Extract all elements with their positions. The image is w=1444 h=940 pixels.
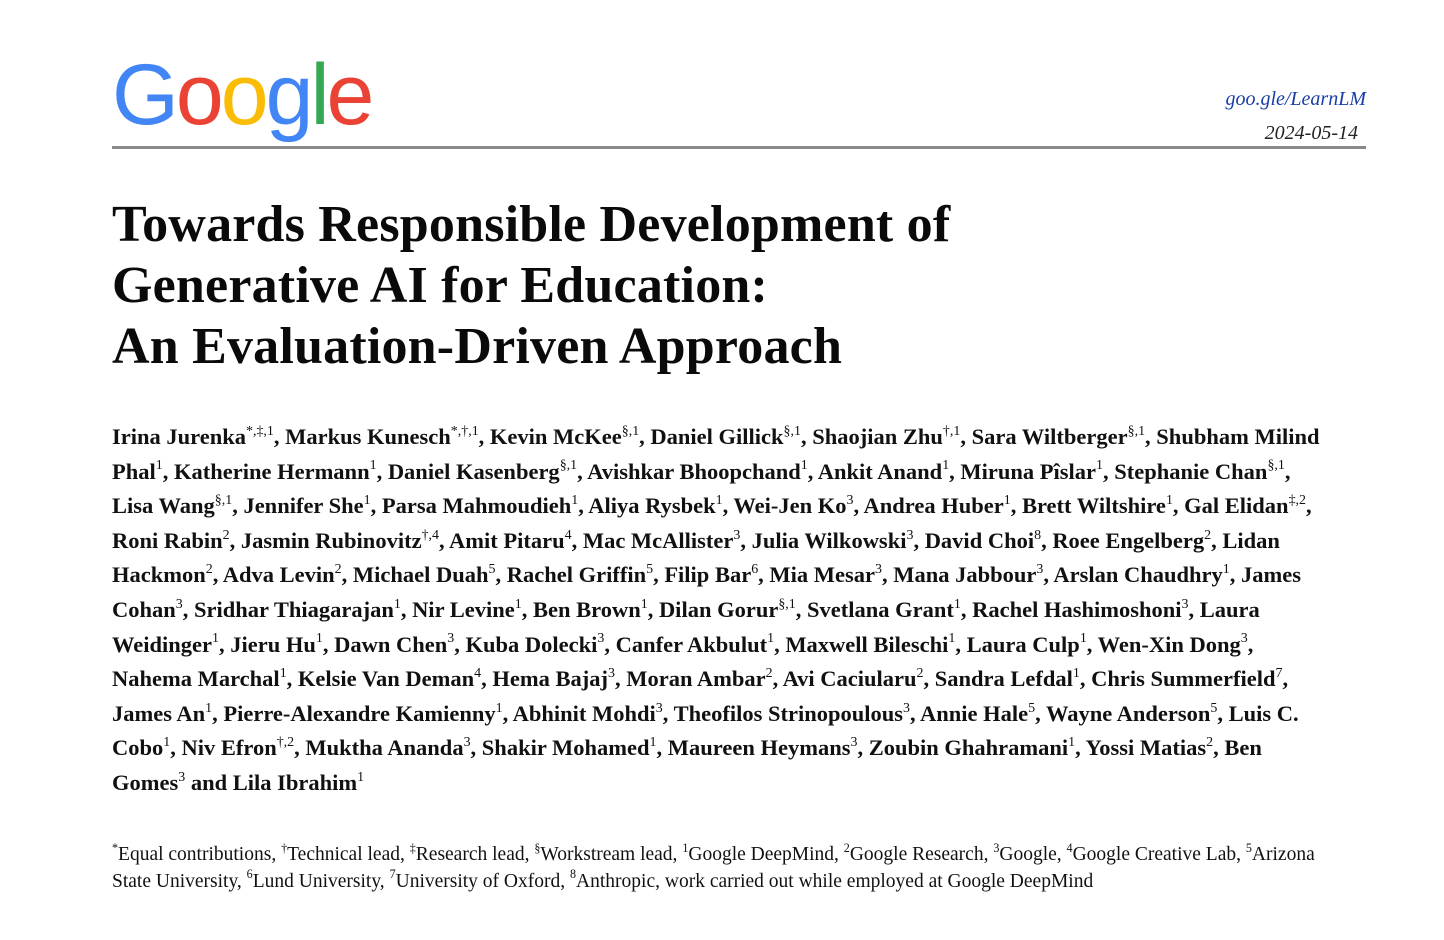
author-name bbox=[1052, 528, 1211, 553]
note-text: Anthropic, work carried out while employed at Google DeepMind bbox=[576, 870, 1094, 892]
author-name-text: Muktha Ananda bbox=[305, 735, 464, 761]
author-name bbox=[668, 735, 858, 760]
author-affiliation-marker: 2 bbox=[222, 527, 230, 543]
author-name bbox=[233, 770, 364, 795]
author-name bbox=[935, 666, 1080, 691]
author-affiliation-marker: 3 bbox=[608, 665, 615, 681]
note-marker: 4 bbox=[1066, 840, 1073, 855]
author-affiliation-marker: 3 bbox=[447, 631, 455, 647]
author-name bbox=[785, 632, 955, 657]
author-name bbox=[112, 528, 230, 553]
author-affiliation-marker: §,1 bbox=[778, 596, 796, 612]
logo-letter: o bbox=[220, 47, 266, 143]
author-affiliation-marker: 3 bbox=[846, 493, 854, 508]
author-affiliation-marker: 1 bbox=[1165, 493, 1173, 508]
author-affiliation-marker: †,2 bbox=[276, 735, 295, 751]
author-name-text: Annie Hale bbox=[920, 700, 1029, 726]
author-affiliation-marker: 3 bbox=[175, 596, 183, 612]
author-name-text: Wen-Xin Dong bbox=[1097, 631, 1241, 657]
author-name bbox=[769, 562, 882, 587]
author-name-text: Mia Mesar bbox=[769, 562, 876, 588]
note-marker: * bbox=[112, 840, 119, 855]
author-name bbox=[465, 632, 604, 657]
author-name-text: Aliya Rysbek bbox=[588, 493, 716, 519]
author-affiliation-marker: 3 bbox=[597, 631, 605, 647]
author-affiliation-marker: 1 bbox=[363, 493, 371, 508]
author-name bbox=[626, 666, 772, 691]
author-affiliation-marker: 1 bbox=[1068, 735, 1076, 751]
google-logo bbox=[112, 47, 372, 143]
author-name-text: Moran Ambar bbox=[626, 666, 766, 692]
author-name bbox=[1098, 632, 1248, 657]
author-name bbox=[533, 597, 648, 622]
author-name bbox=[181, 735, 294, 760]
author-affiliation-marker: 1 bbox=[1079, 631, 1087, 647]
note-text: Arizona State University, bbox=[112, 844, 1315, 892]
author-name-text: Abhinit Mohdi bbox=[512, 700, 656, 726]
author-affiliation-marker: 3 bbox=[875, 562, 882, 578]
author-name-text: Laura Weidinger bbox=[112, 596, 1260, 657]
author-affiliation-marker: 1 bbox=[649, 735, 657, 751]
author-affiliation-marker: 1 bbox=[279, 665, 287, 681]
author-name-text: Jasmin Rubinovitz bbox=[240, 527, 422, 553]
author-affiliation-marker: 1 bbox=[163, 735, 171, 751]
author-affiliation-marker: §,1 bbox=[1267, 458, 1285, 474]
author-name-text: Sandra Lefdal bbox=[934, 666, 1073, 692]
author-name bbox=[925, 528, 1041, 553]
author-name-text: Miruna Pîslar bbox=[960, 458, 1097, 484]
author-name bbox=[1022, 493, 1173, 518]
author-affiliation-marker: 2 bbox=[334, 562, 342, 578]
author-affiliation-marker: 5 bbox=[1028, 700, 1036, 716]
author-name-text: David Choi bbox=[924, 527, 1035, 553]
author-name bbox=[243, 493, 370, 518]
author-name-text: Yossi Matias bbox=[1085, 735, 1207, 761]
author-name-text: Katherine Hermann bbox=[173, 458, 370, 484]
author-name-text: Dawn Chen bbox=[334, 631, 448, 657]
logo-letter: g bbox=[265, 47, 311, 143]
author-name-text: Stephanie Chan bbox=[1114, 458, 1268, 484]
author-affiliation-marker: †,1 bbox=[942, 423, 961, 439]
author-name bbox=[194, 597, 401, 622]
author-name bbox=[588, 493, 722, 518]
author-name-text: Andrea Huber bbox=[863, 493, 1004, 519]
author-affiliation-marker: 1 bbox=[715, 493, 723, 508]
note-text: Lund University, bbox=[252, 870, 390, 892]
author-name-text: Canfer Akbulut bbox=[615, 631, 768, 657]
author-affiliation-marker: 1 bbox=[369, 458, 377, 474]
author-name bbox=[388, 459, 577, 484]
author-affiliation-marker: 7 bbox=[1275, 665, 1283, 681]
note-marker: § bbox=[534, 840, 541, 855]
author-name bbox=[1114, 459, 1285, 484]
author-name-text: Hema Bajaj bbox=[492, 666, 608, 692]
note-text: Google, bbox=[999, 844, 1067, 865]
author-name-text: Brett Wiltshire bbox=[1021, 493, 1166, 519]
author-name bbox=[507, 562, 653, 587]
author-name-text: Amit Pitaru bbox=[449, 527, 565, 553]
author-name-text: Luis C. Cobo bbox=[112, 700, 1299, 761]
note-text: Equal contributions, bbox=[118, 844, 282, 865]
author-name-text: James An bbox=[112, 700, 206, 726]
author-affiliation-marker: 1 bbox=[212, 631, 219, 647]
note-marker: 2 bbox=[843, 840, 850, 855]
author-name bbox=[650, 424, 801, 449]
note-marker: 6 bbox=[246, 867, 253, 882]
note-marker: 7 bbox=[389, 867, 396, 882]
author-name-text: Roni Rabin bbox=[112, 527, 223, 553]
note-marker: 8 bbox=[570, 867, 577, 882]
author-name-text: Shubham Milind Phal bbox=[112, 424, 1320, 484]
author-affiliation-marker: 3 bbox=[655, 700, 663, 716]
author-affiliation-marker: 3 bbox=[463, 735, 471, 751]
author-name-text: Theofilos Strinopoulous bbox=[673, 700, 904, 726]
author-name bbox=[1086, 735, 1214, 760]
note-text: Research lead, bbox=[415, 844, 535, 865]
author-name bbox=[492, 666, 615, 691]
author-name-text: Nahema Marchal bbox=[112, 666, 280, 692]
paper-title bbox=[112, 194, 1312, 377]
note-text: Google DeepMind, bbox=[688, 844, 844, 865]
author-affiliation-marker: 1 bbox=[640, 596, 648, 612]
author-name bbox=[1053, 562, 1229, 587]
author-name-text: Maureen Heymans bbox=[667, 735, 851, 761]
author-name bbox=[449, 528, 572, 553]
author-affiliation-marker: 5 bbox=[646, 562, 654, 578]
author-affiliation-marker: 1 bbox=[315, 631, 323, 647]
author-name-text: Wayne Anderson bbox=[1045, 700, 1211, 726]
author-affiliation-marker: 1 bbox=[1222, 562, 1230, 578]
author-name bbox=[752, 528, 914, 553]
author-name-text: Arslan Chaudhry bbox=[1053, 562, 1223, 588]
author-name bbox=[223, 562, 342, 587]
author-affiliation-marker: §,1 bbox=[559, 458, 578, 474]
author-affiliation-marker: §,1 bbox=[1127, 423, 1146, 439]
author-affiliation-marker: 6 bbox=[751, 562, 759, 578]
author-name-text: Michael Duah bbox=[352, 562, 489, 588]
author-name-text: Markus Kunesch bbox=[285, 424, 451, 449]
author-affiliation-marker: 1 bbox=[1072, 665, 1080, 681]
author-name-text: Dilan Gorur bbox=[658, 596, 779, 622]
title-line: Generative AI for Education: bbox=[112, 257, 769, 314]
author-affiliation-marker: §,1 bbox=[214, 493, 233, 508]
author-affiliation-marker: 1 bbox=[800, 458, 808, 474]
author-affiliation-marker: †,4 bbox=[421, 527, 439, 543]
author-name-text: Rachel Griffin bbox=[506, 562, 647, 588]
author-name bbox=[490, 424, 639, 449]
author-name bbox=[960, 459, 1103, 484]
author-name-text: Adva Levin bbox=[222, 562, 335, 588]
author-name-text: Wei-Jen Ko bbox=[733, 493, 847, 519]
header-meta bbox=[1225, 82, 1366, 150]
author-name bbox=[513, 701, 663, 726]
author-name-text: Zoubin Ghahramani bbox=[868, 735, 1069, 761]
author-affiliation-marker: 1 bbox=[571, 493, 579, 508]
author-affiliation-marker: *,‡,1 bbox=[246, 423, 274, 439]
author-affiliation-marker: 3 bbox=[1036, 562, 1044, 578]
author-name-text: Rachel Hashimoshoni bbox=[972, 596, 1182, 622]
author-name bbox=[783, 666, 924, 691]
author-affiliation-marker: ‡,2 bbox=[1288, 493, 1306, 508]
author-name bbox=[298, 666, 481, 691]
author-name bbox=[174, 459, 377, 484]
paper-link[interactable]: goo.gle/LearnLM bbox=[1225, 88, 1366, 110]
author-name bbox=[1046, 701, 1217, 726]
author-name-text: Lisa Wang bbox=[112, 493, 215, 519]
author-name-text: Avi Caciularu bbox=[782, 666, 917, 692]
author-affiliation-marker: 8 bbox=[1034, 527, 1042, 543]
author-affiliation-marker: 1 bbox=[155, 458, 163, 474]
author-affiliation-marker: 1 bbox=[1096, 458, 1104, 474]
author-name bbox=[382, 493, 578, 518]
logo-letter: G bbox=[112, 47, 176, 143]
author-affiliation-marker: 1 bbox=[1003, 493, 1011, 508]
author-name bbox=[864, 493, 1011, 518]
author-affiliation-marker: 1 bbox=[942, 458, 950, 474]
author-affiliation-marker: 2 bbox=[916, 665, 924, 681]
author-affiliation-marker: §,1 bbox=[783, 423, 801, 439]
note-text: Workstream lead, bbox=[540, 844, 683, 865]
author-name-text: Lidan Hackmon bbox=[112, 527, 1280, 588]
author-affiliation-marker: 3 bbox=[850, 735, 858, 751]
author-name bbox=[583, 528, 741, 553]
author-name-text: Ankit Anand bbox=[817, 458, 943, 484]
note-marker: 1 bbox=[682, 840, 689, 855]
author-name bbox=[812, 424, 960, 449]
author-affiliation-marker: 1 bbox=[205, 700, 213, 716]
author-name-text: Svetlana Grant bbox=[807, 596, 954, 622]
author-name bbox=[112, 666, 287, 691]
author-name-text: Sara Wiltberger bbox=[971, 424, 1128, 449]
author-affiliation-marker: 1 bbox=[767, 631, 775, 647]
author-affiliation-marker: 1 bbox=[357, 769, 365, 785]
author-name bbox=[893, 562, 1043, 587]
author-name bbox=[869, 735, 1075, 760]
author-affiliation-marker: 2 bbox=[205, 562, 213, 578]
author-name bbox=[733, 493, 853, 518]
author-name bbox=[112, 424, 274, 449]
author-affiliation-marker: §,1 bbox=[621, 423, 640, 439]
author-name-text: Sridhar Thiagarajan bbox=[194, 596, 394, 622]
note-text: Technical lead, bbox=[287, 844, 410, 865]
author-affiliation-marker: *,†,1 bbox=[450, 423, 479, 439]
author-affiliation-marker: 5 bbox=[1210, 700, 1218, 716]
author-name bbox=[241, 528, 439, 553]
author-affiliation-marker: 1 bbox=[514, 596, 522, 612]
author-name-text: Filip Bar bbox=[664, 562, 752, 588]
logo-letter: e bbox=[326, 47, 372, 143]
author-name bbox=[616, 632, 774, 657]
author-affiliation-marker: 2 bbox=[765, 665, 773, 681]
author-name bbox=[223, 701, 502, 726]
author-list: Irina Jurenka$^{*,\ddagger,1}$, Markus Kunesch$^{*,\dagger,1}$, Kevin McKee$^{\S,1}$, Daniel Gillick$^{\S,1}$, Shaojian Zhu$^{\dagger,1}$, Sara Wiltberger$^{\S,1}$, Shubham Milind Phal$^1$, Katherine Hermann$^1$, Daniel Kasenberg$^{\S,1}$, Avishkar Bhoopchand$^1$, Ankit Anand$^1$, Miruna Pîslar$^1$, Stephanie Chan$^{\S,1}$, Lisa Wang$^{\S,1}$, Jennifer She$^1$, Parsa Mahmoudieh$^1$, Aliya Rysbek$^1$, Wei-Jen Ko$^3$, Andrea Huber$^1$, Brett Wiltshire$^1$, Gal Elidan$^{\ddagger,2}$, Roni Rabin$^2$, Jasmin Rubinovitz$^{\dagger,4}$, Amit Pitaru$^4$, Mac McAllister$^3$, Julia Wilkowski$^3$, David Choi$^8$, Roee Engelberg$^2$, Lidan Hackmon$^2$, Adva Levin$^2$, Michael Duah$^5$, Rachel Griffin$^5$, Filip Bar$^6$, Mia Mesar$^3$, Mana Jabbour$^3$, Arslan Chaudhry$^1$, James Cohan$^3$, Sridhar Thiagarajan$^1$, Nir Levine$^1$, Ben Brown$^1$, Dilan Gorur$^{\S,1}$, Svetlana Grant$^1$, Rachel Hashimoshoni$^3$, Laura Weidinger$^1$, Jieru Hu$^1$, Dawn Chen$^3$, Kuba Dolecki$^3$, Canfer Akbulut$^1$, Maxwell Bileschi$^1$, Laura Culp$^1$, Wen-Xin Dong$^3$, Nahema Marchal$^1$, Kelsie Van Deman$^4$, Hema Bajaj$^3$, Moran Ambar$^2$, Avi Caciularu$^2$, Sandra Lefdal$^1$, Chris Summerfield$^7$, James An$^1$, Pierre-Alexandre Kamienny$^1$, Abhinit Mohdi$^3$, Theofilos Strinopoulous$^3$, Annie Hale$^5$, Wayne Anderson$^5$, Luis C. Cobo$^1$, Niv Efron$^{\dagger,2}$, Muktha Ananda$^3$, Shakir Mohamed$^1$, Maureen Heymans$^3$, Zoubin Ghahramani$^1$, Yossi Matias$^2$, Ben Gomes$^3$ and Lila Ibrahim$^1$ bbox=[112, 423, 1320, 795]
author-name-text: Nir Levine bbox=[412, 596, 515, 622]
author-affiliation-marker: 3 bbox=[1240, 631, 1248, 647]
author-name bbox=[305, 735, 470, 760]
note-marker: ‡ bbox=[409, 840, 416, 855]
author-affiliation-marker: 5 bbox=[488, 562, 496, 578]
note-marker: † bbox=[281, 840, 288, 855]
note-text: Google Creative Lab, bbox=[1072, 844, 1246, 865]
author-name-text: Parsa Mahmoudieh bbox=[381, 493, 572, 519]
note-marker: 3 bbox=[993, 840, 1000, 855]
author-name-text: Daniel Gillick bbox=[650, 424, 784, 449]
author-affiliation-marker: 2 bbox=[1206, 735, 1214, 751]
author-affiliation-marker: 1 bbox=[393, 596, 401, 612]
author-affiliation-marker: 1 bbox=[948, 631, 956, 647]
author-name-text: Niv Efron bbox=[181, 735, 277, 761]
author-affiliation-marker: 3 bbox=[178, 769, 186, 785]
author-name bbox=[972, 424, 1145, 449]
author-affiliation-marker: 3 bbox=[903, 700, 911, 716]
author-name bbox=[807, 597, 961, 622]
author-affiliation-marker: 3 bbox=[1181, 596, 1189, 612]
author-affiliation-marker: 2 bbox=[1204, 527, 1212, 543]
author-name bbox=[1184, 493, 1306, 518]
author-name-text: Shakir Mohamed bbox=[481, 735, 650, 761]
author-name bbox=[674, 701, 910, 726]
author-name bbox=[664, 562, 758, 587]
author-name-text: Jennifer She bbox=[243, 493, 364, 519]
author-affiliation-marker: 3 bbox=[906, 527, 914, 543]
author-name bbox=[482, 735, 657, 760]
author-name-text: Laura Culp bbox=[966, 631, 1080, 657]
author-name bbox=[818, 459, 949, 484]
title-line: Towards Responsible Development of bbox=[112, 196, 951, 253]
author-name-text: Kuba Dolecki bbox=[465, 631, 598, 657]
author-name bbox=[587, 459, 808, 484]
author-affiliation-marker: 4 bbox=[564, 527, 572, 543]
author-name-text: Mac McAllister bbox=[582, 527, 734, 553]
author-name-text: Shaojian Zhu bbox=[812, 424, 943, 449]
note-text: Google Research, bbox=[849, 844, 994, 865]
logo-letter: o bbox=[175, 47, 221, 143]
author-name-text: James Cohan bbox=[112, 562, 1302, 622]
author-name-text: Kevin McKee bbox=[489, 424, 622, 449]
author-name-text: Ben Gomes bbox=[112, 735, 1262, 795]
author-name-text: Chris Summerfield bbox=[1091, 666, 1276, 692]
note-marker: 5 bbox=[1245, 840, 1252, 855]
author-name bbox=[967, 632, 1087, 657]
affiliation-notes bbox=[112, 842, 1327, 895]
author-name-text: Roee Engelberg bbox=[1052, 527, 1205, 553]
author-affiliation-marker: 4 bbox=[474, 665, 482, 681]
author-name-text: Daniel Kasenberg bbox=[387, 458, 560, 484]
author-name bbox=[112, 493, 232, 518]
author-name bbox=[285, 424, 479, 449]
author-name bbox=[1091, 666, 1282, 691]
author-affiliation-marker: 1 bbox=[495, 700, 503, 716]
author-name-text: Ben Brown bbox=[532, 596, 641, 622]
author-name-text: Maxwell Bileschi bbox=[785, 631, 949, 657]
author-name bbox=[112, 701, 212, 726]
author-name bbox=[972, 597, 1188, 622]
header-divider bbox=[112, 146, 1366, 149]
author-name bbox=[230, 632, 323, 657]
author-name-text: Jieru Hu bbox=[230, 631, 316, 657]
author-name bbox=[353, 562, 496, 587]
author-name-text: Irina Jurenka bbox=[112, 424, 246, 449]
author-name bbox=[412, 597, 522, 622]
author-affiliation-marker: 3 bbox=[733, 527, 741, 543]
author-name-text: Julia Wilkowski bbox=[751, 527, 907, 553]
author-name bbox=[920, 701, 1035, 726]
author-name bbox=[659, 597, 796, 622]
author-name-text: Gal Elidan bbox=[1184, 493, 1289, 519]
author-name bbox=[334, 632, 454, 657]
author-name-text: Mana Jabbour bbox=[893, 562, 1037, 588]
author-affiliation-marker: 1 bbox=[953, 596, 961, 612]
title-line: An Evaluation-Driven Approach bbox=[112, 318, 843, 375]
note-text: University of Oxford, bbox=[395, 870, 570, 892]
logo-letter: l bbox=[310, 47, 327, 143]
publication-date: 2024-05-14 bbox=[1264, 122, 1358, 144]
author-name-text: Lila Ibrahim bbox=[232, 769, 358, 795]
author-name-text: Avishkar Bhoopchand bbox=[587, 458, 801, 484]
author-name-text: Pierre-Alexandre Kamienny bbox=[223, 700, 496, 726]
author-name-text: Kelsie Van Deman bbox=[297, 666, 475, 692]
